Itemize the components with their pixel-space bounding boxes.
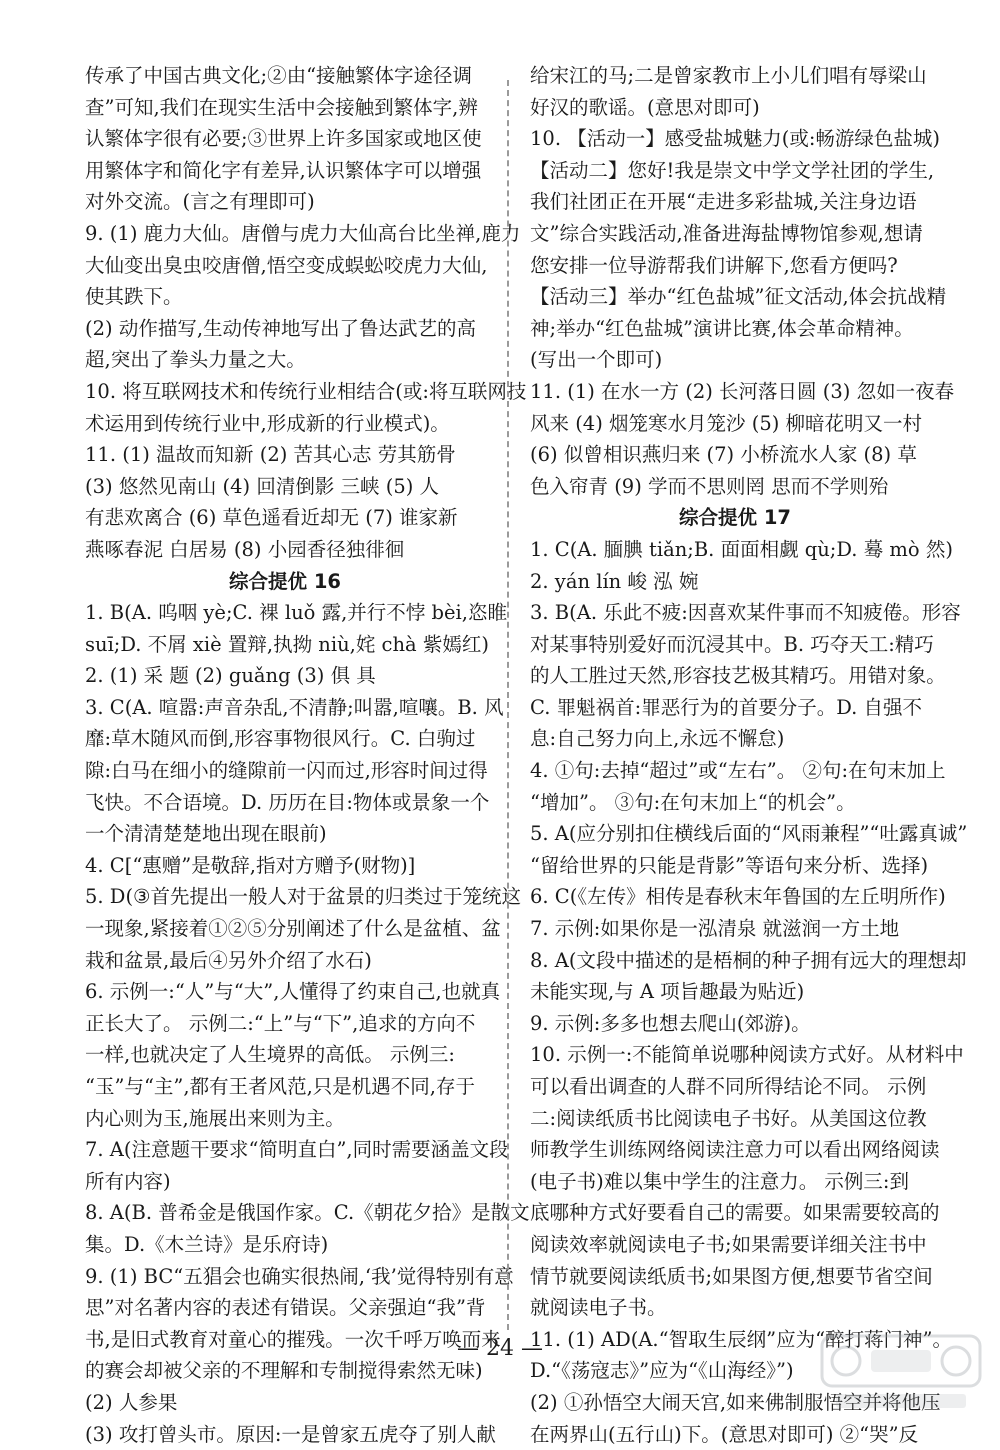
text-line: 9. (1) 鹿力大仙。唐僧与虎力大仙高台比坐禅,鹿力 <box>85 221 521 245</box>
text-line: 9. 示例:多多也想去爬山(郊游)。 <box>530 1011 811 1035</box>
text-line: 二:阅读纸质书比阅读电子书好。从美国这位教 <box>530 1106 927 1130</box>
text-line: “增加”。 ③句:在句末加上“的机会”。 <box>530 790 856 814</box>
text-line: 4. ①句:去掉“超过”或“左右”。 ②句:在句末加上 <box>530 759 946 783</box>
page-number: — 24 — <box>457 1336 543 1361</box>
text-line: 书,是旧式教育对童心的摧残。一次千呼万唤而来 <box>85 1327 501 1351</box>
text-line: (3) 攻打曾头市。原因:一是曾家五虎夺了别人献 <box>85 1422 496 1446</box>
watermark-logo <box>816 1330 986 1420</box>
text-line: 息:自己努力向上,永远不懈怠) <box>530 727 785 751</box>
text-line: 燕啄春泥 白居易 (8) 小园香径独徘徊 <box>85 537 405 561</box>
text-line: 底哪种方式好要看自己的需要。如果需要较高的 <box>530 1201 940 1225</box>
text-line: 11. (1) 温故而知新 (2) 苦其心志 劳其筋骨 <box>85 443 456 467</box>
section-title: 综合提优 17 <box>679 506 791 530</box>
text-line: 10. 将互联网技术和传统行业相结合(或:将互联网技 <box>85 379 527 403</box>
text-line: 【活动二】您好!我是崇文中学文学社团的学生, <box>530 158 935 182</box>
text-line: 7. 示例:如果你是一泓清泉 就滋润一方土地 <box>530 917 900 941</box>
text-line: 术运用到传统行业中,形成新的行业模式)。 <box>85 411 450 435</box>
text-line: 集。D.《木兰诗》是乐府诗) <box>85 1232 329 1256</box>
text-line: 情节就要阅读纸质书;如果图方便,想要节省空间 <box>530 1264 933 1288</box>
text-line: 思”对名著内容的表述有错误。父亲强迫“我”背 <box>85 1296 486 1320</box>
text-line: 11. (1) 在水一方 (2) 长河落日圆 (3) 忽如一夜春 <box>530 379 955 403</box>
text-line: 8. A(B. 普希金是俄国作家。C.《朝花夕拾》是散文 <box>85 1201 530 1225</box>
text-line: 好汉的歌谣。(意思对即可) <box>530 95 760 119</box>
column-divider <box>507 80 509 1330</box>
section-title: 综合提优 16 <box>229 569 341 593</box>
text-line: 1. C(A. 腼腆 tiǎn;B. 面面相觑 qù;D. 蓦 mò 然) <box>530 537 953 561</box>
text-line: 风来 (4) 烟笼寒水月笼沙 (5) 柳暗花明又一村 <box>530 411 923 435</box>
text-line: (2) 动作描写,生动传神地写出了鲁达武艺的高 <box>85 316 477 340</box>
text-line: 6. 示例一:“人”与“大”,人懂得了约束自己,也就真 <box>85 980 501 1004</box>
text-line: 1. B(A. 呜咽 yè;C. 裸 luǒ 露,并行不悖 bèi,恣睢 <box>85 601 507 625</box>
text-line: (电子书)难以集中学生的注意力。 示例三:到 <box>530 1169 909 1193</box>
text-line: 3. C(A. 喧嚣:声音杂乱,不清静;叫嚣,喧嚷。B. 风 <box>85 695 504 719</box>
text-line: 对外交流。(言之有理即可) <box>85 190 315 214</box>
text-line: 7. A(注意题干要求“简明直白”,同时需要涵盖文段 <box>85 1138 509 1162</box>
right-column <box>530 60 968 1450</box>
text-line: 大仙变出臭虫咬唐僧,悟空变成蜈蚣咬虎力大仙, <box>85 253 488 277</box>
text-line: 4. C[“惠赠”是敬辞,指对方赠予(财物)] <box>85 853 416 877</box>
text-line: 靡:草木随风而倒,形容事物很风行。C. 白驹过 <box>85 727 476 751</box>
text-line: 5. D(③首先提出一般人对于盆景的归类过于笼统这 <box>85 885 522 909</box>
text-line: 一现象,紧接着①②⑤分别阐述了什么是盆植、盆 <box>85 917 501 941</box>
text-line: 未能实现,与 A 项旨趣最为贴近) <box>530 980 805 1004</box>
text-line: 您安排一位导游帮我们讲解下,您看方便吗? <box>530 253 898 277</box>
text-line: 隙:白马在细小的缝隙前一闪而过,形容时间过得 <box>85 759 488 783</box>
text-line: 栽和盆景,最后④另外介绍了水石) <box>85 948 372 972</box>
text-line: 10. 示例一:不能简单说哪种阅读方式好。从材料中 <box>530 1043 964 1067</box>
text-line: 9. (1) BC“五猖会也确实很热闹,‘我’觉得特别有意 <box>85 1264 514 1288</box>
text-line: 【活动三】举办“红色盐城”征文活动,体会抗战精 <box>530 285 947 309</box>
text-line: 8. A(文段中描述的是梧桐的种子拥有远大的理想却 <box>530 948 967 972</box>
text-line: 2. (1) 采 题 (2) guǎng (3) 俱 具 <box>85 664 376 688</box>
text-line: 神;举办“红色盐城”演讲比赛,体会革命精神。 <box>530 316 914 340</box>
text-line: 11. (1) AD(A.“智取生辰纲”应为“醉打蒋门神”。 <box>530 1327 953 1351</box>
text-line: 阅读效率就阅读电子书;如果需要详细关注书中 <box>530 1232 927 1256</box>
text-line: 的人工胜过天然,形容技艺极其精巧。用错对象。 <box>530 664 946 688</box>
text-line: 对某事特别爱好而沉浸其中。B. 巧夺天工:精巧 <box>530 632 934 656</box>
text-line: 正长大了。 示例二:“上”与“下”,追求的方向不 <box>85 1011 476 1035</box>
text-line: suī;D. 不屑 xiè 置辩,执拗 niù,姹 chà 紫嫣红) <box>85 632 489 656</box>
text-line: (2) 人参果 <box>85 1390 178 1414</box>
text-line: 2. yán lín 峻 泓 婉 <box>530 569 699 593</box>
text-line: 我们社团正在开展“走进多彩盐城,关注身边语 <box>530 190 917 214</box>
text-line: 5. A(应分别扣住横线后面的“风雨兼程”“吐露真诚” <box>530 822 968 846</box>
text-line: 一样,也就决定了人生境界的高低。 示例三: <box>85 1043 455 1067</box>
text-line: 所有内容) <box>85 1169 171 1193</box>
text-line: 查”可知,我们在现实生活中会接触到繁体字,辨 <box>85 95 478 119</box>
text-line: (6) 似曾相识燕归来 (7) 小桥流水人家 (8) 草 <box>530 443 917 467</box>
text-line: 超,突出了拳头力量之大。 <box>85 348 306 372</box>
text-line: 使其跌下。 <box>85 285 183 309</box>
text-line: 文”综合实践活动,准备进海盐博物馆参观,想请 <box>530 221 923 245</box>
text-line: 一个清清楚楚地出现在眼前) <box>85 822 327 846</box>
text-line: 在两界山(五行山)下。(意思对即可) ②“哭”反 <box>530 1422 919 1446</box>
text-line: 可以看出调查的人群不同所得结论不同。 示例 <box>530 1075 927 1098</box>
text-line: “玉”与“主”,都有王者风范,只是机遇不同,存于 <box>85 1075 475 1098</box>
text-line: (3) 悠然见南山 (4) 回清倒影 三峡 (5) 人 <box>85 474 440 498</box>
text-line: 就阅读电子书。 <box>530 1296 667 1320</box>
text-line: “留给世界的只能是背影”等语句来分析、选择) <box>530 853 929 877</box>
text-line: 内心则为玉,施展出来则为主。 <box>85 1106 345 1130</box>
text-line: 的赛会却被父亲的不理解和专制搅得索然无味) <box>85 1359 483 1383</box>
text-line: 色入帘青 (9) 学而不思则罔 思而不学则殆 <box>530 474 889 498</box>
text-line: (写出一个即可) <box>530 348 663 372</box>
text-line: C. 罪魁祸首:罪恶行为的首要分子。D. 自强不 <box>530 695 923 719</box>
text-line: 传承了中国古典文化;②由“接触繁体字途径调 <box>85 64 473 87</box>
text-line: D.“《荡寇志》”应为“《山海经》”) <box>530 1359 794 1383</box>
text-line: 有悲欢离合 (6) 草色遥看近却无 (7) 谁家新 <box>85 506 458 530</box>
text-line: 10. 【活动一】感受盐城魅力(或:畅游绿色盐城) <box>530 127 940 151</box>
text-line: 给宋江的马;二是曾家教市上小儿们唱有辱梁山 <box>530 64 927 87</box>
text-line: 师教学生训练网络阅读注意力可以看出网络阅读 <box>530 1138 940 1162</box>
text-line: (2) ①孙悟空大闹天宫,如来佛制服悟空并将他压 <box>530 1390 941 1414</box>
text-line: 认繁体字很有必要;③世界上许多国家或地区使 <box>85 127 482 151</box>
text-line: 3. B(A. 乐此不疲:因喜欢某件事而不知疲倦。形容 <box>530 601 961 625</box>
text-line: 6. C(《左传》相传是春秋末年鲁国的左丘明所作) <box>530 885 946 909</box>
text-line: 飞快。不合语境。D. 历历在目:物体或景象一个 <box>85 790 490 814</box>
text-line: 用繁体字和简化字有差异,认识繁体字可以增强 <box>85 158 482 182</box>
